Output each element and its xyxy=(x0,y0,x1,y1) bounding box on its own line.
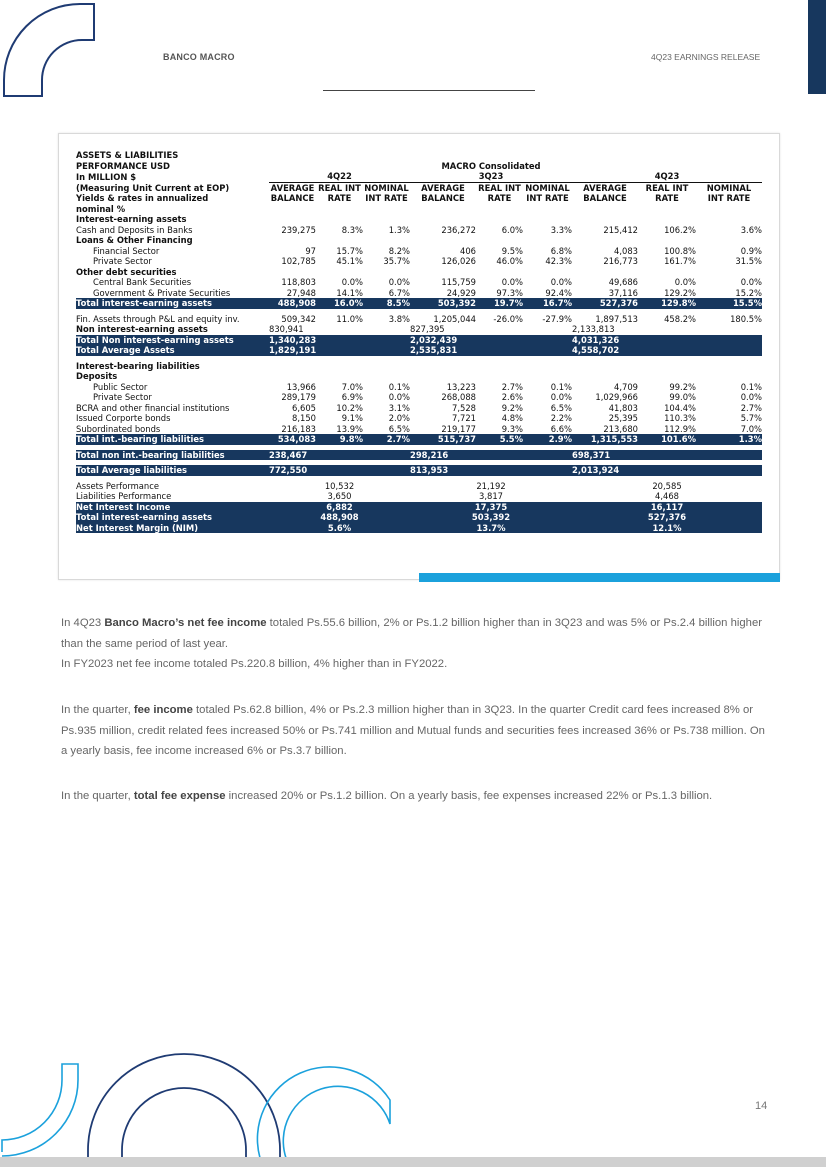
table-row xyxy=(76,288,762,299)
col-header: RATE xyxy=(487,193,512,204)
assets-liabilities-table xyxy=(76,150,762,533)
table-cell: 6.5% xyxy=(550,402,572,413)
table-cell: Public Sector xyxy=(93,381,148,392)
unit-label: In MILLION $ xyxy=(76,171,137,182)
table-cell: 4,468 xyxy=(655,491,679,502)
col-header: BALANCE xyxy=(270,193,315,204)
table-cell: 10.2% xyxy=(336,402,363,413)
table-cell: 0.0% xyxy=(674,277,696,288)
table-cell: Assets Performance xyxy=(76,480,159,491)
col-header: INT RATE xyxy=(707,193,751,204)
title-line-1: ASSETS & LIABILITIES xyxy=(76,150,179,161)
table-cell: 2,013,924 xyxy=(572,465,762,476)
total-row xyxy=(76,465,762,476)
table-cell: 16.7% xyxy=(523,298,572,309)
header-bank-name: BANCO MACRO xyxy=(163,52,235,62)
table-cell: -27.9% xyxy=(542,313,572,324)
table-cell: 534,083 xyxy=(269,434,316,445)
table-row xyxy=(76,256,762,267)
table-cell: 3,650 xyxy=(327,491,352,502)
table-cell: 7,721 xyxy=(452,413,476,424)
table-cell: 21,192 xyxy=(476,480,506,491)
table-cell: Total non int.-bearing liabilities xyxy=(76,450,269,461)
table-cell: Central Bank Securities xyxy=(93,277,192,288)
table-cell: 6.6% xyxy=(550,423,572,434)
total-row xyxy=(76,345,762,356)
table-cell: 6,605 xyxy=(292,402,316,413)
measuring-label: (Measuring Unit Current at EOP) xyxy=(76,182,230,193)
col-header: AVERAGE xyxy=(583,182,627,193)
table-cell: 488,908 xyxy=(269,512,410,523)
table-cell: 7.0% xyxy=(341,381,363,392)
table-row xyxy=(76,481,762,492)
table-cell: 129.8% xyxy=(638,298,696,309)
table-cell: 1.3% xyxy=(388,224,410,235)
table-cell: Total Average liabilities xyxy=(76,465,269,476)
table-cell: 15.2% xyxy=(735,287,762,298)
total-row xyxy=(76,502,762,513)
table-cell: 0.0% xyxy=(388,277,410,288)
table-row xyxy=(76,225,762,236)
total-row xyxy=(76,434,762,445)
table-cell: 5.6% xyxy=(269,523,410,534)
table-cell: 35.7% xyxy=(383,256,410,267)
col-header: AVERAGE xyxy=(421,182,465,193)
table-cell: 698,371 xyxy=(572,450,762,461)
table-cell: 45.1% xyxy=(336,256,363,267)
table-cell: 827,395 xyxy=(410,324,445,335)
table-cell: 6.5% xyxy=(388,423,410,434)
corner-tab xyxy=(808,0,826,94)
table-cell: 4,709 xyxy=(614,381,638,392)
table-cell: 9.3% xyxy=(501,423,523,434)
table-cell: 115,759 xyxy=(441,277,476,288)
table-cell: 0.1% xyxy=(740,381,762,392)
table-cell: 5.7% xyxy=(740,413,762,424)
table-cell: 101.6% xyxy=(638,434,696,445)
table-cell: 238,467 xyxy=(269,450,410,461)
table-cell: 14.1% xyxy=(336,287,363,298)
table-cell: 813,953 xyxy=(410,465,572,476)
col-header: INT RATE xyxy=(365,193,408,204)
table-cell: 503,392 xyxy=(410,512,572,523)
footer-arc-decoration xyxy=(0,1040,400,1160)
table-cell: 97.3% xyxy=(496,287,523,298)
col-header: NOMINAL xyxy=(706,182,752,193)
table-cell: 2.7% xyxy=(740,402,762,413)
table-cell: 27,948 xyxy=(286,287,316,298)
table-cell: Private Sector xyxy=(93,256,152,267)
table-cell: 298,216 xyxy=(410,450,572,461)
paragraph-fee-expense: In the quarter, total fee expense increased 20% or Ps.1.2 billion. On a yearly basis, fee expenses increased 22% or Ps.1.3 billion. xyxy=(61,790,713,802)
total-row xyxy=(76,335,762,346)
total-row xyxy=(76,523,762,534)
table-cell: 4.8% xyxy=(501,413,523,424)
table-cell: 458.2% xyxy=(664,313,696,324)
table-cell: 515,737 xyxy=(410,434,476,445)
table-cell: 0.0% xyxy=(388,392,410,403)
title-line-2: PERFORMANCE USD xyxy=(76,160,170,171)
table-cell: 15.7% xyxy=(336,245,363,256)
table-cell: Net Interest Margin (NIM) xyxy=(76,523,269,534)
col-header: NOMINAL xyxy=(525,182,570,193)
table-cell: 509,342 xyxy=(281,313,316,324)
table-cell: 20,585 xyxy=(652,480,682,491)
table-cell: 219,177 xyxy=(441,423,476,434)
table-cell: 42.3% xyxy=(545,256,572,267)
table-cell: 104.4% xyxy=(664,402,696,413)
section-deposits: Deposits xyxy=(76,371,118,382)
table-cell: Total Average Assets xyxy=(76,345,269,356)
table-cell: 0.0% xyxy=(740,277,762,288)
paragraph-fee-income: In the quarter, fee income totaled Ps.62.8 billion, 4% or Ps.2.3 million higher than in 3Q23. In the quarter Credit card fees increased 8% or Ps.935 million, credit related fees increased 50% or Ps.741 million and Mutual funds and securities fees increased 36% or Ps.738 million. On a yearly basis, fee income increased 6% or Ps.3.7 billion. xyxy=(61,704,765,757)
period-4q22: 4Q22 xyxy=(269,171,410,182)
table-cell: 2,535,831 xyxy=(410,345,572,356)
table-cell: BCRA and other financial institutions xyxy=(76,402,230,413)
table-cell: 2,032,439 xyxy=(410,335,572,346)
table-row xyxy=(76,392,762,403)
table-cell: 9.5% xyxy=(501,245,523,256)
col-header: BALANCE xyxy=(421,193,465,204)
table-cell: 6,882 xyxy=(269,502,410,513)
table-cell: 2.6% xyxy=(501,392,523,403)
table-cell: 0.1% xyxy=(550,381,572,392)
table-cell: 8.5% xyxy=(363,298,410,309)
col-header: REAL INT xyxy=(478,182,521,193)
table-cell: 1,315,553 xyxy=(572,434,638,445)
table-cell: 16.0% xyxy=(316,298,363,309)
table-cell: 2.7% xyxy=(501,381,523,392)
paragraph-net-fee-income: In 4Q23 Banco Macro’s net fee income totaled Ps.55.6 billion, 2% or Ps.1.2 billion higher than in 3Q23 and was 5% or Ps.2.4 billion higher than the same period of last year. In FY2023 net fee income totaled Ps.220.8 billion, 4% higher than in FY2022. xyxy=(61,617,763,670)
table-cell: 2,133,813 xyxy=(572,324,615,335)
table-cell: Liabilities Performance xyxy=(76,491,172,502)
table-cell: 0.0% xyxy=(550,392,572,403)
col-header: RATE xyxy=(655,193,679,204)
table-cell: 17,375 xyxy=(410,502,572,513)
table-cell: 216,773 xyxy=(603,256,638,267)
table-cell: 268,088 xyxy=(441,392,476,403)
table-cell: 126,026 xyxy=(441,256,476,267)
table-cell: 3.6% xyxy=(740,224,762,235)
total-row xyxy=(76,450,762,461)
table-cell: 106.2% xyxy=(664,224,696,235)
table-cell: 8,150 xyxy=(292,413,316,424)
table-cell: 3.1% xyxy=(388,402,410,413)
col-header: NOMINAL xyxy=(364,182,409,193)
table-cell: 110.3% xyxy=(664,413,696,424)
page-number: 14 xyxy=(755,1100,768,1112)
table-cell: 180.5% xyxy=(730,313,762,324)
table-cell: 6.9% xyxy=(341,392,363,403)
table-cell: 3.3% xyxy=(550,224,572,235)
table-cell: Total interest-earning assets xyxy=(76,298,269,309)
table-cell: 9.1% xyxy=(341,413,363,424)
table-cell: 13.9% xyxy=(336,423,363,434)
table-cell: 100.8% xyxy=(664,245,696,256)
table-row xyxy=(76,314,762,325)
table-cell: Cash and Deposits in Banks xyxy=(76,224,193,235)
period-4q23: 4Q23 xyxy=(572,171,762,182)
table-cell: Total Non interest-earning assets xyxy=(76,335,269,346)
section-interest-earning-assets: Interest-earning assets xyxy=(76,214,187,225)
table-cell: Fin. Assets through P&L and equity inv. xyxy=(76,313,240,324)
table-cell: 488,908 xyxy=(269,298,316,309)
table-row xyxy=(76,277,762,288)
table-row xyxy=(76,403,762,414)
table-cell: Private Sector xyxy=(93,392,152,403)
table-cell: 772,550 xyxy=(269,465,410,476)
table-cell: Non interest-earning assets xyxy=(76,324,208,335)
table-cell: 13.7% xyxy=(410,523,572,534)
table-cell: 92.4% xyxy=(545,287,572,298)
table-cell: 9.2% xyxy=(501,402,523,413)
table-cell: 406 xyxy=(460,245,476,256)
table-cell: 46.0% xyxy=(496,256,523,267)
section-interest-bearing-liabilities: Interest-bearing liabilities xyxy=(76,360,200,371)
table-cell: 11.0% xyxy=(336,313,363,324)
table-cell: 37,116 xyxy=(608,287,638,298)
corner-arc-decoration xyxy=(0,0,160,100)
total-row xyxy=(76,298,762,309)
table-cell: 4,083 xyxy=(614,245,638,256)
table-cell: 527,376 xyxy=(572,298,638,309)
table-cell: 99.0% xyxy=(669,392,696,403)
table-cell: 118,803 xyxy=(281,277,316,288)
table-cell: 5.5% xyxy=(476,434,523,445)
table-cell: 112.9% xyxy=(664,423,696,434)
table-cell: 4,558,702 xyxy=(572,345,762,356)
col-header: AVERAGE xyxy=(270,182,315,193)
table-cell: 1,205,044 xyxy=(433,313,476,324)
section-other-debt: Other debt securities xyxy=(76,266,177,277)
table-cell: 19.7% xyxy=(476,298,523,309)
table-cell: 161.7% xyxy=(664,256,696,267)
table-row xyxy=(76,246,762,257)
col-header: RATE xyxy=(327,193,352,204)
table-cell: 0.0% xyxy=(341,277,363,288)
table-cell: 102,785 xyxy=(281,256,316,267)
table-cell: 2.7% xyxy=(363,434,410,445)
table-row xyxy=(76,382,762,393)
table-cell: Government & Private Securities xyxy=(93,287,231,298)
table-cell: 2.2% xyxy=(550,413,572,424)
table-cell: 2.9% xyxy=(523,434,572,445)
table-cell: 213,680 xyxy=(603,423,638,434)
table-cell: 12.1% xyxy=(572,523,762,534)
table-cell: 3.8% xyxy=(388,313,410,324)
table-cell: Subordinated bonds xyxy=(76,423,161,434)
table-cell: 0.0% xyxy=(550,277,572,288)
table-cell: 239,275 xyxy=(281,224,316,235)
table-cell: 0.1% xyxy=(388,381,410,392)
col-header: REAL INT xyxy=(318,182,361,193)
table-cell: 2.0% xyxy=(388,413,410,424)
table-cell: 10,532 xyxy=(324,480,355,491)
table-cell: 527,376 xyxy=(572,512,762,523)
table-cell: 1,897,513 xyxy=(595,313,638,324)
table-cell: 830,941 xyxy=(269,324,304,335)
header-release-title: 4Q23 EARNINGS RELEASE xyxy=(651,52,761,62)
table-cell: 16,117 xyxy=(572,502,762,513)
col-header: INT RATE xyxy=(526,193,569,204)
table-row xyxy=(76,424,762,435)
table-cell: 503,392 xyxy=(410,298,476,309)
assets-liabilities-table-panel xyxy=(58,133,780,580)
table-cell: 8.2% xyxy=(388,245,410,256)
table-row xyxy=(76,324,762,335)
accent-band xyxy=(419,573,780,582)
consolidated-label: MACRO Consolidated xyxy=(441,160,541,171)
table-cell: 289,179 xyxy=(281,392,316,403)
table-cell: 4,031,326 xyxy=(572,335,762,346)
table-cell: 9.8% xyxy=(316,434,363,445)
table-cell: 8.3% xyxy=(341,224,363,235)
table-cell: Net Interest Income xyxy=(76,502,269,513)
table-cell: 99.2% xyxy=(669,381,696,392)
table-cell: 1.3% xyxy=(696,434,762,445)
table-cell: 1,340,283 xyxy=(269,335,410,346)
table-cell: Issued Corporte bonds xyxy=(76,413,171,424)
table-cell: 15.5% xyxy=(696,298,762,309)
table-cell: -26.0% xyxy=(493,313,523,324)
table-cell: 1,029,966 xyxy=(595,392,638,403)
table-cell: Total int.-bearing liabilities xyxy=(76,434,269,445)
table-cell: 6.0% xyxy=(501,224,523,235)
table-cell: 13,223 xyxy=(446,381,476,392)
table-cell: 6.8% xyxy=(550,245,572,256)
header-rule xyxy=(323,90,535,91)
table-cell: 0.0% xyxy=(501,277,523,288)
total-row xyxy=(76,512,762,523)
table-cell: 24,929 xyxy=(446,287,476,298)
table-row xyxy=(76,413,762,424)
table-cell: 97 xyxy=(305,245,316,256)
col-header: BALANCE xyxy=(583,193,627,204)
table-cell: 13,966 xyxy=(286,381,316,392)
table-cell: 215,412 xyxy=(603,224,638,235)
footer-band xyxy=(0,1157,826,1167)
table-cell: 129.2% xyxy=(664,287,696,298)
table-cell: Financial Sector xyxy=(93,245,160,256)
table-cell: 49,686 xyxy=(608,277,638,288)
table-cell: 3,817 xyxy=(479,491,503,502)
table-cell: 0.0% xyxy=(740,392,762,403)
section-loans: Loans & Other Financing xyxy=(76,235,193,246)
table-cell: 25,395 xyxy=(608,413,638,424)
table-cell: 7,528 xyxy=(452,402,476,413)
table-cell: 31.5% xyxy=(735,256,762,267)
table-cell: 216,183 xyxy=(281,423,316,434)
table-cell: 0.9% xyxy=(740,245,762,256)
yields-label: Yields & rates in annualized xyxy=(76,193,209,204)
table-cell: 7.0% xyxy=(740,423,762,434)
period-3q23: 3Q23 xyxy=(410,171,572,182)
yields-label-2: nominal % xyxy=(76,203,126,214)
table-cell: 236,272 xyxy=(441,224,476,235)
table-cell: 6.7% xyxy=(388,287,410,298)
table-cell: 41,803 xyxy=(608,402,638,413)
col-header: REAL INT xyxy=(645,182,689,193)
table-row xyxy=(76,491,762,502)
table-cell: Total interest-earning assets xyxy=(76,512,269,523)
table-cell: 1,829,191 xyxy=(269,345,410,356)
